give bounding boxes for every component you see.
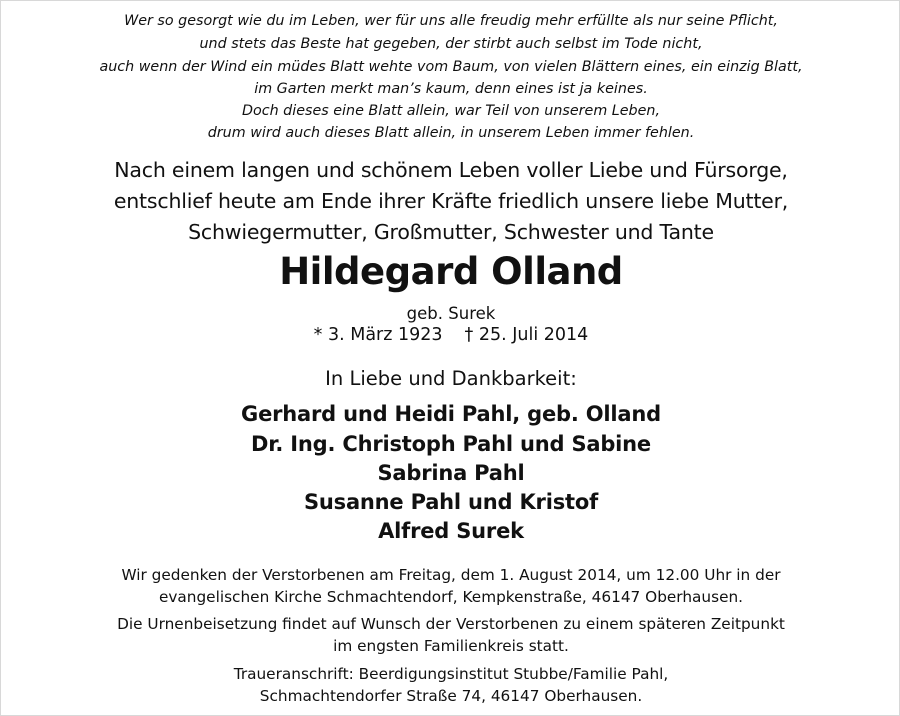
service-line-2: evangelischen Kirche Schmachtendorf, Kempkenstraße, 46147 Oberhausen. [158, 588, 744, 606]
service-line-1: Wir gedenken der Verstorbenen am Freitag, dem 1. August 2014, um 12.00 Uhr in der [121, 566, 781, 584]
life-dates [1, 325, 900, 345]
birth-date: * 3. März 1923 [313, 325, 443, 345]
gratitude-line: In Liebe und Dankbarkeit: [325, 367, 577, 390]
intro-line-3: Schwiegermutter, Großmutter, Schwester und Tante [188, 220, 714, 244]
poem-line-6: drum wird auch dieses Blatt allein, in unserem Leben immer fehlen. [207, 125, 695, 141]
address-line-2: Schmachtendorfer Straße 74, 46147 Oberhausen. [259, 687, 643, 705]
mourner-4: Susanne Pahl und Kristof [303, 490, 599, 514]
burial-line-2: im engsten Familienkreis statt. [333, 637, 569, 655]
deceased-name: Hildegard Olland [279, 250, 623, 293]
mourner-1: Gerhard und Heidi Pahl, geb. Olland [241, 402, 661, 426]
maiden-name: geb. Surek [406, 304, 496, 323]
mourner-3: Sabrina Pahl [377, 461, 525, 485]
mourner-2: Dr. Ing. Christoph Pahl und Sabine [251, 432, 651, 456]
poem-line-2: und stets das Beste hat gegeben, der stirbt auch selbst im Tode nicht, [199, 36, 703, 52]
poem-line-5: Doch dieses eine Blatt allein, war Teil von unserem Leben, [241, 103, 661, 119]
intro-line-2: entschlief heute am Ende ihrer Kräfte friedlich unsere liebe Mutter, [113, 189, 789, 213]
poem-line-3: auch wenn der Wind ein müdes Blatt wehte vom Baum, von vielen Blättern eines, ein einzig Blatt, [99, 59, 803, 75]
burial-line-1: Die Urnenbeisetzung findet auf Wunsch der Verstorbenen zu einem späteren Zeitpunkt [117, 615, 785, 633]
poem-line-4: im Garten merkt man’s kaum, denn eines ist ja keines. [254, 81, 648, 97]
intro-line-1: Nach einem langen und schönem Leben voller Liebe und Fürsorge, [114, 158, 788, 182]
death-date: † 25. Juli 2014 [464, 325, 589, 345]
address-line-1: Traueranschrift: Beerdigungsinstitut Stubbe/Familie Pahl, [233, 665, 669, 683]
mourner-5: Alfred Surek [378, 519, 524, 543]
poem-line-1: Wer so gesorgt wie du im Leben, wer für uns alle freudig mehr erfüllte als nur seine Pflicht, [124, 13, 778, 29]
